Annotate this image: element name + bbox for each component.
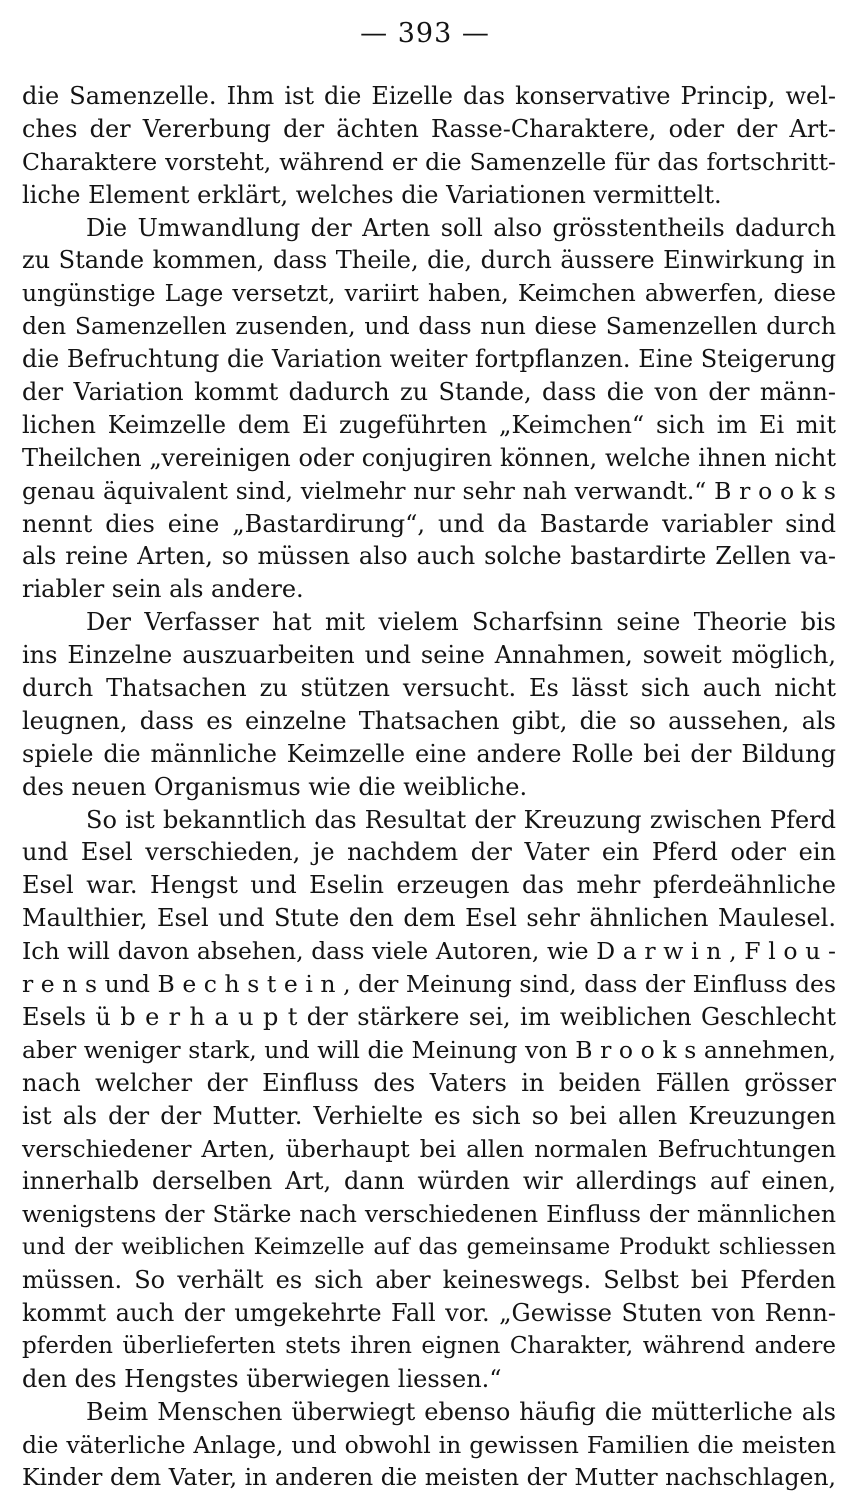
text-line: zu Stande kommen, dass Theile, die, durch äussere Einwirkung in — [22, 246, 836, 275]
text-line: die väterliche Anlage, und obwohl in gewissen Familien die meisten — [22, 1430, 836, 1459]
text-line: nach welcher der Einfluss des Vaters in beiden Fällen grösser — [22, 1068, 836, 1097]
text-line: Maulthier, Esel und Stute den dem Esel sehr ähnlichen Maulesel. — [22, 904, 836, 933]
text-line: des neuen Organismus wie die weibliche. — [22, 772, 528, 801]
text-line: und Esel verschieden, je nachdem der Vater ein Pferd oder ein — [22, 838, 836, 867]
text-line: Esel war. Hengst und Eselin erzeugen das mehr pferdeähnliche — [22, 871, 836, 900]
text-line: aber weniger stark, und will die Meinung von B r o o k s annehmen, — [22, 1035, 836, 1064]
text-line: So ist bekanntlich das Resultat der Kreuzung zwischen Pferd — [86, 805, 836, 834]
text-line: Esels ü b e r h a u p t der stärkere sei, im weiblichen Geschlecht — [22, 1002, 836, 1031]
text-line: verschiedener Arten, überhaupt bei allen normalen Befruchtungen — [22, 1134, 836, 1163]
text-line: Theilchen „vereinigen oder conjugiren können, welche ihnen nicht — [22, 443, 836, 472]
page-number: — 393 — — [360, 18, 490, 49]
text-line: Charaktere vorsteht, während er die Samenzelle für das fortschritt- — [22, 147, 836, 176]
text-line: ins Einzelne auszuarbeiten und seine Annahmen, soweit möglich, — [22, 641, 836, 670]
text-line: Der Verfasser hat mit vielem Scharfsinn seine Theorie bis — [86, 608, 836, 637]
text-line: riabler sein als andere. — [22, 575, 304, 604]
text-line: wenigstens der Stärke nach verschiedenen Einfluss der männlichen — [22, 1200, 836, 1229]
text-line: Beim Menschen überwiegt ebenso häufig die mütterliche als — [86, 1397, 836, 1426]
text-line: kommt auch der umgekehrte Fall vor. „Gewisse Stuten von Renn- — [22, 1298, 836, 1327]
text-line: ungünstige Lage versetzt, variirt haben, Keimchen abwerfen, diese — [22, 279, 836, 308]
text-line: durch Thatsachen zu stützen versucht. Es lässt sich auch nicht — [22, 674, 836, 703]
text-line: innerhalb derselben Art, dann würden wir allerdings auf einen, — [22, 1167, 836, 1196]
text-line: Die Umwandlung der Arten soll also grösstentheils dadurch — [86, 213, 836, 242]
text-line: die Samenzelle. Ihm ist die Eizelle das konservative Princip, wel- — [22, 82, 836, 110]
text-line: Kinder dem Vater, in anderen die meisten der Mutter nachschlagen, — [22, 1463, 836, 1492]
text-line: den Samenzellen zusenden, und dass nun diese Samenzellen durch — [22, 312, 836, 341]
body-text — [22, 80, 836, 1494]
text-line: den des Hengstes überwiegen liessen.“ — [22, 1364, 502, 1393]
text-line: leugnen, dass es einzelne Thatsachen gibt, die so aussehen, als — [22, 706, 836, 735]
text-line: nennt dies eine „Bastardirung“, und da Bastarde variabler sind — [22, 509, 836, 538]
text-line: liche Element erklärt, welches die Variationen vermittelt. — [22, 180, 722, 209]
text-line: genau äquivalent sind, vielmehr nur sehr nah verwandt.“ B r o o k s — [22, 476, 836, 505]
text-line: ist als der der Mutter. Verhielte es sich so bei allen Kreuzungen — [22, 1101, 836, 1130]
text-line: spiele die männliche Keimzelle eine andere Rolle bei der Bildung — [22, 739, 836, 768]
text-line: lichen Keimzelle dem Ei zugeführten „Keimchen“ sich im Ei mit — [22, 410, 836, 439]
text-line: als reine Arten, so müssen also auch solche bastardirte Zellen va- — [22, 542, 836, 571]
text-line: der Variation kommt dadurch zu Stande, dass die von der männ- — [22, 378, 836, 407]
text-line: die Befruchtung die Variation weiter fortpflanzen. Eine Steigerung — [22, 345, 836, 374]
text-line: Ich will davon absehen, dass viele Autoren, wie D a r w i n , F l o u - — [22, 937, 836, 966]
text-line: ches der Vererbung der ächten Rasse-Charaktere, oder der Art- — [22, 114, 836, 143]
text-line: und der weiblichen Keimzelle auf das gemeinsame Produkt schliessen — [22, 1234, 836, 1261]
text-line: r e n s und B e c h s t e i n , der Meinung sind, dass der Einfluss des — [22, 970, 836, 999]
text-line: müssen. So verhält es sich aber keineswegs. Selbst bei Pferden — [22, 1266, 836, 1295]
text-line: pferden überlieferten stets ihren eignen Charakter, während andere — [22, 1332, 836, 1359]
